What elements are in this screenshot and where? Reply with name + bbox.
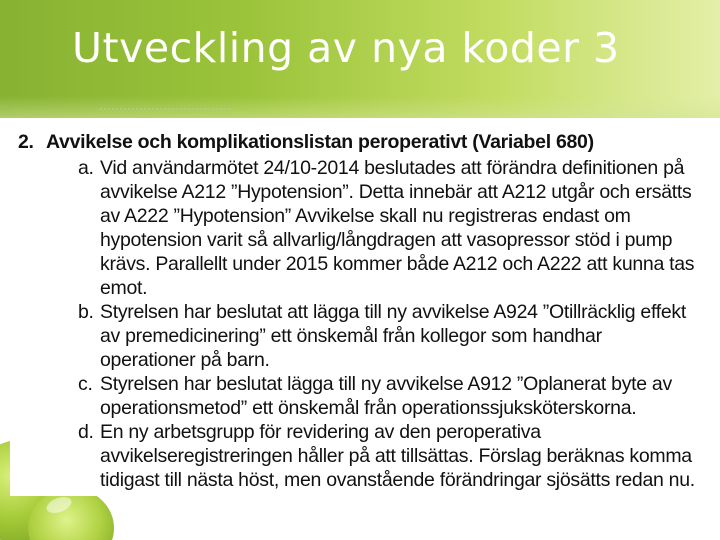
list-item-letter: a. <box>78 157 94 179</box>
text-line: avvikelseregistreringen håller på att tillsättas. Förslag beräknas komma <box>100 445 692 467</box>
text-line: av A222 ”Hypotension” Avvikelse skall nu registreras endast om <box>100 205 631 227</box>
list-item-text <box>100 420 696 492</box>
text-line: av premedicinering” ett önskemål från kollegor som handhar <box>100 325 602 347</box>
section-number: 2. <box>18 131 34 153</box>
section-heading <box>18 130 594 154</box>
text-line: operationsmetod” ett önskemål från operationssjuksköterskorna. <box>100 397 637 419</box>
text-line: krävs. Parallellt under 2015 kommer både A212 och A222 att kunna tas <box>100 253 695 275</box>
scanned-text-excerpt <box>10 120 700 496</box>
list-item-text <box>100 300 696 372</box>
list-item-letter: c. <box>78 373 93 395</box>
text-line: Styrelsen har beslutat att lägga till ny avvikelse A924 ”Otillräcklig effekt <box>100 301 686 323</box>
list-item-text <box>100 372 696 420</box>
text-line: tidigast till nästa höst, men ovanstående förändringar sjösätts redan nu. <box>100 469 695 491</box>
section-heading-text: Avvikelse och komplikationslistan peroperativt (Variabel 680) <box>46 131 594 153</box>
text-line: hypotension varit så allvarlig/långdragen att vasopressor stöd i pump <box>100 229 673 251</box>
text-line: Vid användarmötet 24/10-2014 beslutades att förändra definitionen på <box>100 157 685 179</box>
text-line: En ny arbetsgrupp för revidering av den peroperativa <box>100 421 541 443</box>
text-line: avvikelse A212 ”Hypotension”. Detta innebär att A212 utgår och ersätts <box>100 181 692 203</box>
text-line: operationer på barn. <box>100 349 270 371</box>
text-line: Styrelsen har beslutat lägga till ny avvikelse A912 ”Oplanerat byte av <box>100 373 672 395</box>
slide-title: Utveckling av nya koder 3 <box>72 24 620 72</box>
list-item-letter: d. <box>78 421 94 443</box>
list-item-letter: b. <box>78 301 94 323</box>
list-item-text <box>100 156 696 300</box>
text-line: emot. <box>100 277 148 299</box>
